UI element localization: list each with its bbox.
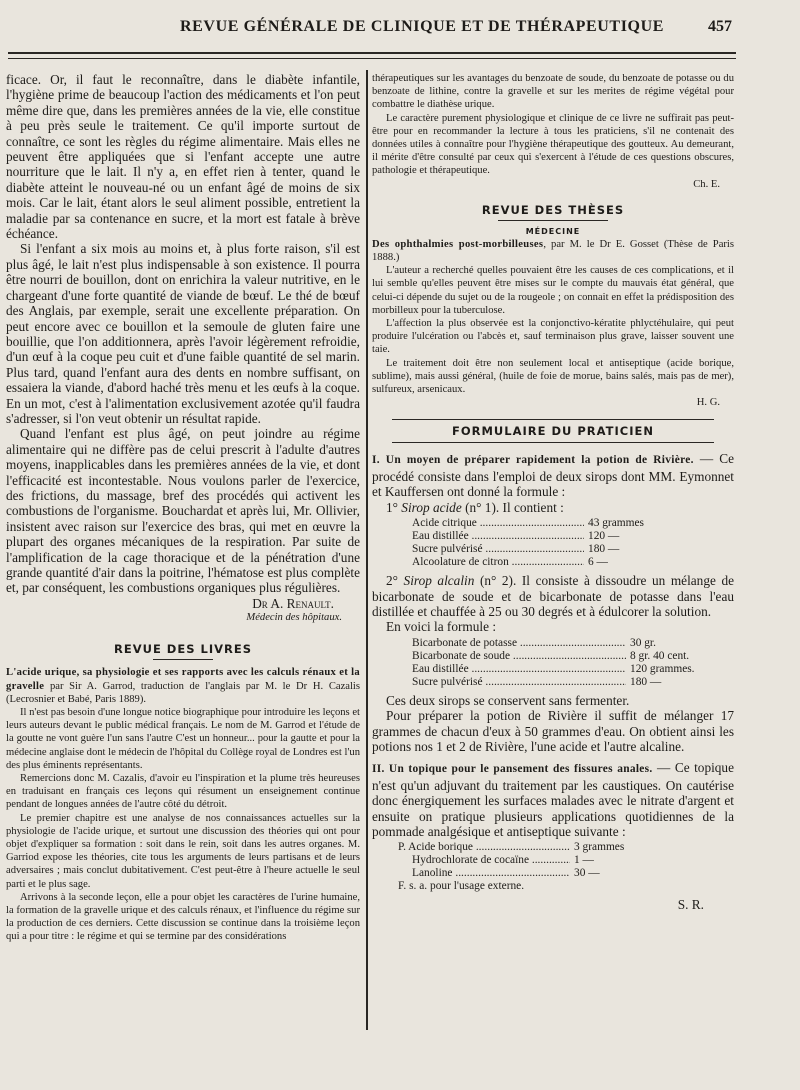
paragraph: Il n'est pas besoin d'une longue notice biographique pour introduire les leçons et leurs auteurs devant le public médical français. Le nom de M. Garrod et l'étude de la goutte ne vont guère l'un sans l'autre C'est un honneur... pour la gautte et pour la médecine anglaise dont le médecin de l'hôpital du Collège royal de Londres est l'un des plus éminents représentants. [6, 707, 360, 771]
ingredient: Hydrochlorate de cocaïne ..... [398, 854, 570, 867]
signature-role: Médecin des hôpitaux. [246, 612, 342, 624]
signature: H. G. [696, 397, 720, 409]
quantity: 6 — [588, 556, 608, 569]
section-title: REVUE DES THÈSES [481, 202, 625, 217]
quantity: 3 grammes [574, 841, 625, 854]
recipe-row [412, 650, 704, 663]
quantity: 1 — [574, 854, 594, 867]
signature: S. R. [677, 897, 704, 913]
recipe-row [398, 854, 660, 867]
section-title: REVUE DES LIVRES [114, 642, 252, 657]
running-title: REVUE GÉNÉRALE DE CLINIQUE ET DE THÉRAPEUTIQUE [180, 18, 664, 35]
paragraph: Si l'enfant a six mois au moins et, à plus forte raison, s'il est plus âgé, le lait n'est plus indispensable à son existence. Il pourra être nourri de bouillon, dont on enrichira la valeur nutritive, en le chargeant d'une forte quantité de viande de bœuf. Le thé de bœuf des Anglais, par exemple, serait une excellente préparation. On peut encore avec ce bouillon et la semoule de gluten faire une bouillie, que l'on additionnera, après l'avoir légèrement refroidie, d'un œuf à la coque peu cuit et d'une faible quantité de sel marin. Plus tard, quand l'enfant aura des dents en nombre suffisant, on essaiera la viande, d'abord haché très menu et les œufs à la coque. En un mot, c'est à l'alimentation exclusivement azotée qu'il faudra s'adresser, si l'on veut obtenir un résultat rapide. [6, 241, 360, 426]
recipe-row [412, 663, 704, 676]
formula-item [372, 451, 734, 499]
paragraph: ficace. Or, il faut le reconnaître, dans le diabète infantile, l'hygiène prime de beaucoup l'action des médicaments et l'on peut même dire que, dans les premières années de la vie, elle constitue à peu près seule le traitement. Ce qu'il importe surtout de connaître, ce sont les règles du régime alimentaire. Mais elles ne peuvent être appliquées que si l'enfant accepte une autre nourriture que le lait. Il n'y a, en effet rien à tenter, quand le diabète atteint le nouveau-né ou un enfant âgé de moins de six mois. Car le lait, étant alors le seul aliment possible, entretient la maladie par sa contenance en sucre, et la mort est fatale à brève échéance. [6, 72, 360, 242]
page-number: 457 [708, 18, 732, 35]
page-header [100, 18, 732, 42]
sirop-line [372, 500, 734, 515]
section-rule [498, 220, 608, 221]
paragraph: Ces deux sirops se conservent sans fermenter. [386, 692, 630, 708]
book-reference: par Sir A. Garrod, traduction de l'anglais par M. le Dr H. Cazalis (Lecrosnier et Babé, Paris 1889). [6, 680, 360, 705]
paragraph: Le premier chapitre est une analyse de nos connaissances actuelles sur la physiologie de l'acide urique, et surtout une discussion des théories qui ont pour objet d'expliquer sa formation : soit dans le rein, soit dans les autres organes. M. Garriod expose les théories, cite tous les arguments de leurs partisans et de leurs adversaires ; mais conclut dubitativement. C'est peut-être à l'heure actuelle le seul parti et le plus sage. [6, 812, 360, 890]
recipe-row [412, 676, 704, 689]
paragraph: L'affection la plus observée est la conjonctivo-kératite phlyctéhulaire, qui peut produire l'ulcération ou l'abcès et, sauf terminaison plus grave, laisser souvent une taie. [372, 318, 734, 356]
recipe-row [412, 530, 674, 543]
recipe-row [412, 637, 704, 650]
section-rule [153, 659, 213, 660]
ingredient: P. Acide borique ..... [398, 841, 570, 854]
thesis-title: Des ophthalmies post-morbilleuses [372, 238, 544, 250]
paragraph: Quand l'enfant est plus âgé, on peut joindre au régime alimentaire qui ne diffère pas de celui prescrit à l'adulte d'autres moyens, inapplicables dans les premières années de la vie, et dont l'efficacité est incontestable. Nous voulons parler de l'exercice, des frictions, du massage, bref des procédés qui activent les combustions de l'organisme. Bouchardat et après lui, Mr. Ollivier, insistent avec raison sur l'exercice des bras, qui met en œuvre la plupart des organes mécaniques de la respiration. Par suite de l'amplification de la cage thoracique et de la pénétration d'une grande quantité d'air dans la poitrine, l'hématose est plus complète et, par conséquent, les combustions organiques plus régulières. [6, 426, 360, 596]
signature: Ch. E. [693, 178, 720, 190]
paragraph: L'auteur a recherché quelles pouvaient être les causes de ces complications, et il lui semble qu'elles peuvent être mises sur le compte du mauvais état général, que celui-ci dépende du sujet ou de la rougeole ; on connait en effet la prédisposition des morbilleux pour la tuberculose. [372, 265, 734, 316]
right-column [372, 72, 734, 913]
recipe-row [412, 543, 674, 556]
thesis-reference: , par M. le Dr E. Gosset (Thèse de Paris 1888.) [372, 238, 734, 264]
recipe-row [398, 841, 660, 854]
formula-item-text: — Ce procédé consiste dans l'emploi de deux sirops dont MM. Eymonnet et Kauffersen ont donné la formule : [372, 451, 734, 500]
ingredient: Sucre pulvérisé ..... [412, 543, 584, 556]
paragraph: thérapeutiques sur les avantages du benzoate de soude, du benzoate de potasse ou du benzoate de lithine, contre la gravelle et sur les merites de régime végétal pour combattre le diathèse urique. [372, 73, 734, 111]
formula-item-text: — Ce topique n'est qu'un adjuvant du traitement par les caustiques. On cautérise donc énergiquement les surfaces malades avec le nitrate d'argent et ensuite on pratique plusieurs applications quotidiennes de la pommade analgésique et antiseptique suivante : [372, 760, 734, 839]
paragraph: En voici la formule : [386, 619, 497, 635]
formula-item [372, 760, 734, 839]
paragraph: Arrivons à la seconde leçon, elle a pour objet les caractères de l'urine humaine, la formation de la gravelle urique et des calculs rénaux, et l'influence du régime sur la production de ces derniers. Cette discussion se continue dans la troisième leçon qui a pour titre : le régime et qui se termine par des considérations [6, 891, 360, 943]
signature: Dr A. Renault. [252, 595, 334, 611]
recipe-row [398, 867, 660, 880]
sirop-name: Sirop acide [401, 499, 462, 515]
sirop-text: (n° 2). Il consiste à dissoudre un mélange de bicarbonate de soude et de bicarbonate de potasse dans l'eau distillée et chauffée à 25 ou 30 degrés et à édulcorer la solution. [372, 573, 735, 619]
column-divider [366, 70, 368, 1030]
quantity: 43 grammes [588, 517, 644, 530]
sirop-number: 1° [386, 499, 402, 515]
ingredient: Eau distillée ..... [412, 530, 584, 543]
ingredient: Sucre pulvérisé ..... [412, 676, 626, 689]
recipe-row [412, 517, 674, 530]
recipe-table [398, 841, 660, 893]
formula-item-title: I. Un moyen de préparer rapidement la potion de Rivière. [372, 454, 694, 467]
thesis-entry [372, 238, 734, 264]
header-rule-thin [8, 58, 736, 59]
ingredient: Alcoolature de citron ..... [412, 556, 584, 569]
quantity: 120 grammes. [630, 662, 695, 675]
paragraph: Le traitement doit être non seulement local et antiseptique (acide borique, sublime), mais aussi général, (huile de foie de morue, bains salés, mais pas de mer), sulfureux, arsenicaux. [372, 357, 734, 396]
quantity: 120 — [588, 530, 620, 543]
quantity: 30 — [574, 867, 600, 880]
formula-item-title: II. Un topique pour le pansement des fissures anales. [372, 763, 653, 776]
quantity: 8 gr. 40 cent. [630, 649, 690, 662]
quantity: 30 gr. [630, 636, 656, 649]
book-entry [6, 666, 360, 706]
recipe-note: F. s. a. pour l'usage externe. [398, 880, 525, 893]
paragraph: Remercions donc M. Cazalis, d'avoir eu l'inspiration et la plume très heureuses en traduisant en français ces leçons qui résument un enseignement continue pendant de longues années de l'autre côté du détroit. [6, 773, 360, 811]
sirop-text: (n° 1). Il contient : [461, 499, 564, 515]
ingredient: Eau distillée ..... [412, 663, 626, 676]
quantity: 180 — [588, 543, 620, 556]
ingredient: Acide citrique ..... [412, 517, 584, 530]
sirop-name: Sirop alcalin [403, 573, 475, 589]
subsection-title: MÉDECINE [525, 226, 581, 236]
formulaire-title: FORMULAIRE DU PRATICIEN [392, 419, 714, 443]
ingredient: Bicarbonate de potasse ..... [412, 637, 626, 650]
recipe-row [412, 556, 674, 569]
ingredient: Bicarbonate de soude ..... [412, 650, 626, 663]
header-rule [8, 52, 736, 54]
left-column [6, 72, 360, 944]
sirop-number: 2° [386, 573, 404, 589]
paragraph: Pour préparer la potion de Rivière il suffit de mélanger 17 grammes de chacun d'eux à 50 grammes d'eau. On obtient ainsi les potions nos 1 et 2 de Rivière, l'une acide et l'autre alcaline. [372, 708, 734, 754]
sirop-line [372, 573, 734, 619]
recipe-table [412, 517, 674, 569]
ingredient: Lanoline ..... [398, 867, 570, 880]
quantity: 180 — [630, 675, 662, 688]
recipe-table [412, 637, 704, 689]
book-title: L'acide urique, sa physiologie et ses rapports avec les calculs rénaux et la gravelle [6, 667, 360, 692]
paragraph: Le caractère purement physiologique et clinique de ce livre ne suffirait pas peut-être pour en recommander la lecture à tous les praticiens, s'il ne contenait des données utiles à connaître pour l'hygiène thérapeutique des goutteux. Au demeurant, il mérite d'être consulté par ceux qui s'exercent à l'étude de ces questions obscures, pathologie et thérapeutique. [372, 112, 734, 177]
